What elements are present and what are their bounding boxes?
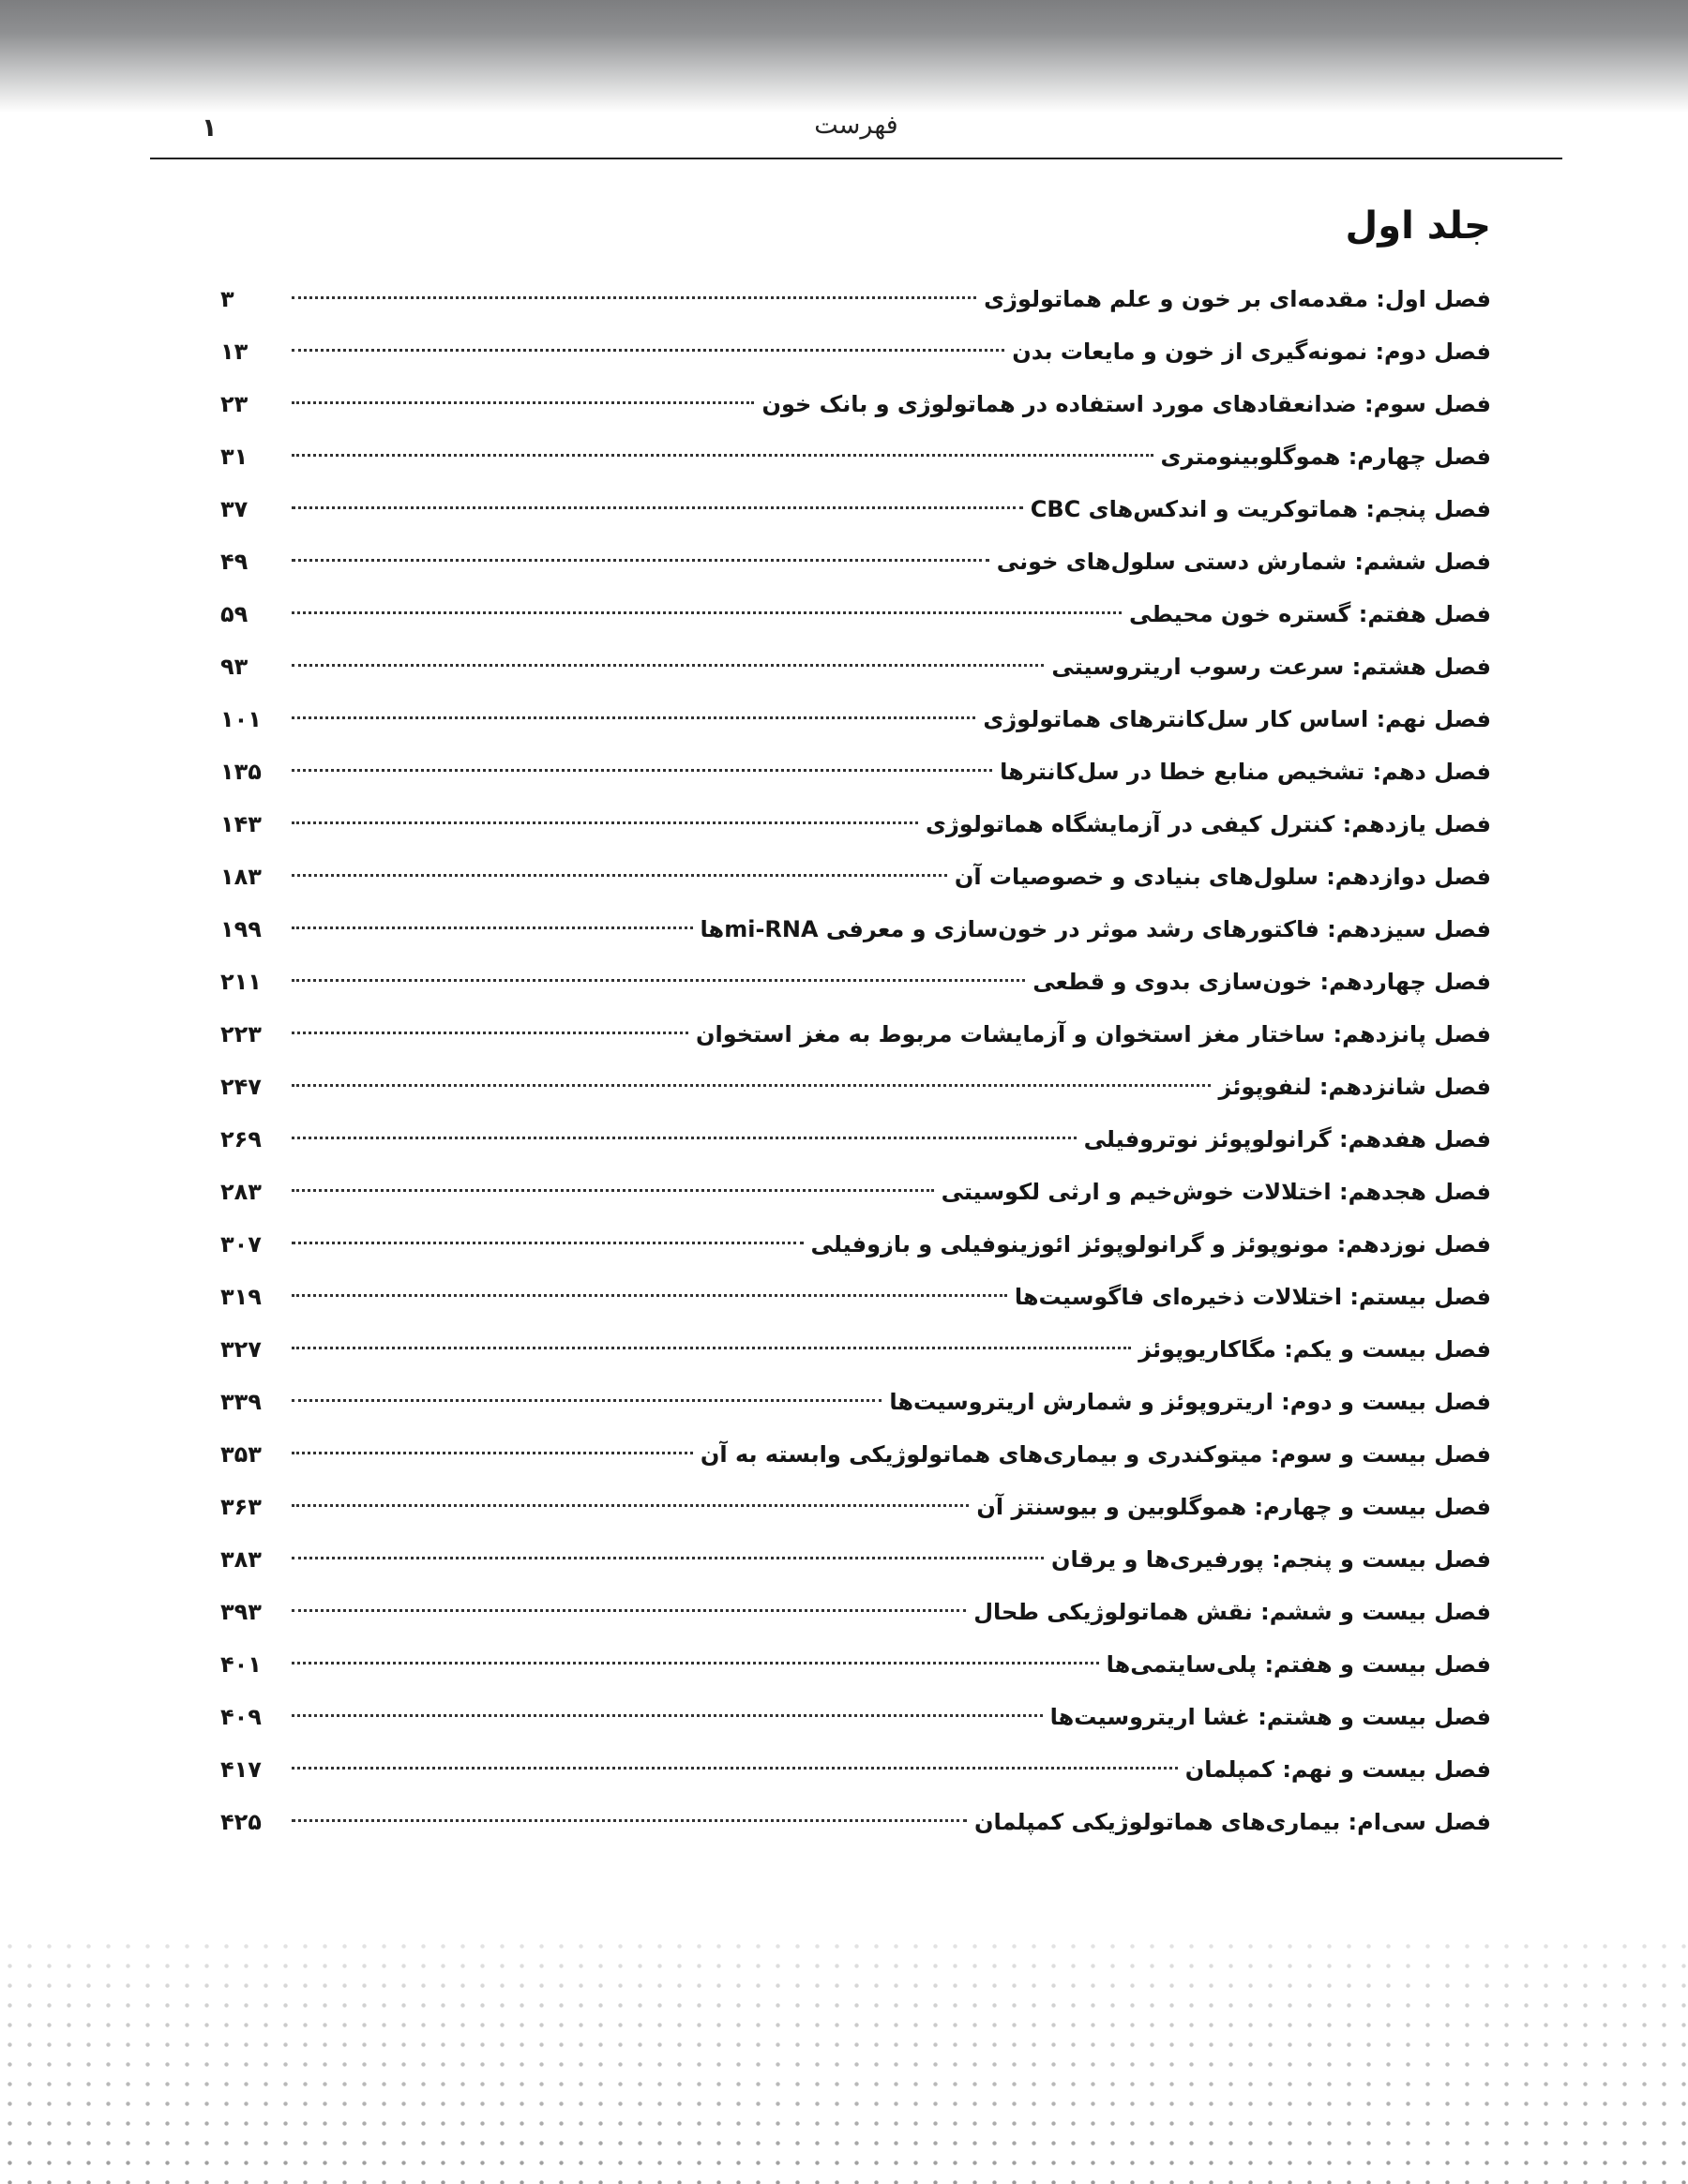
toc-entry-title: فصل اول: مقدمه‌ای بر خون و علم هماتولوژی — [984, 286, 1491, 312]
toc-entry[interactable] — [220, 430, 1491, 483]
toc-entry-page-number: ۹۳ — [220, 654, 249, 680]
toc-entry[interactable] — [220, 1061, 1491, 1113]
toc-entry-title: فصل بیستم: اختلالات ذخیره‌ای فاگوسیت‌ها — [1014, 1284, 1491, 1310]
toc-entry-page-number: ۲۴۷ — [220, 1074, 262, 1100]
toc-entry-page-number: ۴۱۷ — [220, 1756, 262, 1783]
dot-leader — [292, 611, 1122, 614]
toc-entry-page-number: ۳۵۳ — [220, 1441, 262, 1468]
page-header — [150, 111, 1562, 159]
toc-entry-title: فصل بیست و هفتم: پلی‌سایتمی‌ها — [1106, 1651, 1491, 1678]
toc-entry-title: فصل بیست و هشتم: غشا اریتروسیت‌ها — [1049, 1704, 1491, 1730]
dot-leader — [292, 1819, 967, 1822]
dot-leader — [292, 1347, 1131, 1349]
toc-entry-title: فصل پانزدهم: ساختار مغز استخوان و آزمایشات مربوط به مغز استخوان — [696, 1021, 1491, 1047]
toc-entry-title: فصل بیست و پنجم: پورفیری‌ها و یرقان — [1050, 1546, 1491, 1573]
toc-entry-page-number: ۳۳۹ — [220, 1389, 262, 1415]
toc-entry-title: فصل چهارم: هموگلوبینومتری — [1160, 444, 1491, 470]
dot-leader — [292, 559, 989, 562]
dot-leader — [292, 1032, 688, 1034]
dot-leader — [292, 664, 1044, 667]
dot-leader — [292, 1084, 1211, 1087]
toc-entry[interactable] — [220, 1796, 1491, 1848]
toc-entry-title: فصل بیست و دوم: اریتروپوئز و شمارش اریتروسیت‌ها — [889, 1389, 1491, 1415]
dot-leader — [292, 1294, 1007, 1297]
toc-entry-page-number: ۳۱۹ — [220, 1284, 262, 1310]
toc-entry-page-number: ۱۳ — [220, 339, 249, 365]
toc-entry-title: فصل دوم: نمونه‌گیری از خون و مایعات بدن — [1012, 339, 1491, 365]
toc-entry-title: فصل هفدهم: گرانولوپوئز نوتروفیلی — [1083, 1126, 1491, 1152]
toc-entry[interactable] — [220, 1271, 1491, 1323]
header-band — [0, 0, 1688, 113]
toc-entry[interactable] — [220, 1113, 1491, 1166]
toc-entry[interactable] — [220, 273, 1491, 325]
toc-entry-page-number: ۴۰۹ — [220, 1704, 262, 1730]
toc-entry-title: فصل سی‌ام: بیماری‌های هماتولوژیکی کمپلمان — [973, 1809, 1491, 1835]
toc-entry-title: فصل بیست و سوم: میتوکندری و بیماری‌های هماتولوژیکی وابسته به آن — [700, 1441, 1491, 1468]
dot-leader — [292, 296, 976, 299]
toc-entry-title: فصل نهم: اساس کار سل‌کانترهای هماتولوژی — [983, 706, 1491, 732]
toc-entry-page-number: ۳۶۳ — [220, 1494, 262, 1520]
toc-entry[interactable] — [220, 1533, 1491, 1586]
toc-entry-page-number: ۱۳۵ — [220, 759, 262, 785]
dot-leader — [292, 1242, 804, 1244]
toc-entry-page-number: ۳۰۷ — [220, 1231, 262, 1258]
toc-entry[interactable] — [220, 903, 1491, 956]
running-header-page-number: ۱ — [202, 113, 218, 143]
dot-leader — [292, 716, 975, 719]
dot-leader — [292, 1557, 1044, 1559]
toc-entry-page-number: ۲۲۳ — [220, 1021, 262, 1047]
toc-entry[interactable] — [220, 1743, 1491, 1796]
dot-leader — [292, 401, 754, 404]
toc-entry-page-number: ۳ — [220, 286, 234, 312]
toc-entry-title: فصل دهم: تشخیص منابع خطا در سل‌کانترها — [1000, 759, 1491, 785]
toc-entry-title: فصل چهاردهم: خون‌سازی بدوی و قطعی — [1032, 969, 1491, 995]
toc-entry-page-number: ۳۲۷ — [220, 1336, 262, 1363]
toc-entry-title: فصل دوازدهم: سلول‌های بنیادی و خصوصیات آن — [954, 864, 1491, 890]
dot-leader — [292, 769, 992, 772]
toc-entry-title: فصل پنجم: هماتوکریت و اندکس‌های CBC — [1030, 496, 1491, 522]
toc-entry[interactable] — [220, 535, 1491, 588]
toc-entry-page-number: ۳۷ — [220, 496, 249, 522]
toc-entry-title: فصل سوم: ضدانعقادهای مورد استفاده در هماتولوژی و بانک خون — [761, 391, 1491, 417]
dot-leader — [292, 1609, 966, 1612]
toc-entry[interactable] — [220, 1323, 1491, 1376]
toc-entry-page-number: ۳۹۳ — [220, 1599, 262, 1625]
dot-pattern-decoration — [0, 1936, 1688, 2184]
dot-leader — [292, 506, 1023, 509]
toc-entry-title: فصل هشتم: سرعت رسوب اریتروسیتی — [1051, 654, 1491, 680]
toc-entry-page-number: ۱۴۳ — [220, 811, 262, 837]
toc-entry[interactable] — [220, 1691, 1491, 1743]
toc-entry[interactable] — [220, 1428, 1491, 1481]
toc-entry[interactable] — [220, 588, 1491, 640]
toc-entry[interactable] — [220, 1166, 1491, 1218]
toc-entry-page-number: ۴۹ — [220, 549, 249, 575]
toc-entry-title: فصل بیست و نهم: کمپلمان — [1184, 1756, 1491, 1783]
dot-leader — [292, 1767, 1178, 1770]
volume-title: جلد اول — [1345, 204, 1491, 248]
dot-leader — [292, 874, 947, 877]
toc-entry-page-number: ۴۰۱ — [220, 1651, 262, 1678]
dot-leader — [292, 1504, 969, 1507]
toc-entry-page-number: ۱۸۳ — [220, 864, 262, 890]
toc-entry-title: فصل هفتم: گستره خون محیطی — [1128, 601, 1491, 627]
dot-leader — [292, 1189, 934, 1192]
toc-entry-title: فصل سیزدهم: فاکتورهای رشد موثر در خون‌سازی و معرفی mi-RNAها — [700, 916, 1491, 942]
toc-entry-page-number: ۲۳ — [220, 391, 249, 417]
toc-entry[interactable] — [220, 746, 1491, 798]
toc-entry-title: فصل یازدهم: کنترل کیفی در آزمایشگاه هماتولوژی — [925, 811, 1491, 837]
toc-entry-page-number: ۵۹ — [220, 601, 249, 627]
toc-entry[interactable] — [220, 956, 1491, 1008]
dot-leader — [292, 1714, 1043, 1717]
toc-entry[interactable] — [220, 1586, 1491, 1638]
toc-entry-page-number: ۲۸۳ — [220, 1179, 262, 1205]
toc-entry-title: فصل هجدهم: اختلالات خوش‌خیم و ارثی لکوسیتی — [941, 1179, 1491, 1205]
dot-leader — [292, 1452, 693, 1454]
toc-entry[interactable] — [220, 640, 1491, 693]
toc-entry-title: فصل بیست و ششم: نقش هماتولوژیکی طحال — [973, 1599, 1491, 1625]
dot-leader — [292, 1662, 1099, 1664]
toc-entry-page-number: ۴۲۵ — [220, 1809, 262, 1835]
dot-leader — [292, 821, 918, 824]
toc-entry[interactable] — [220, 1638, 1491, 1691]
toc-entry-title: فصل بیست و یکم: مگاکاریوپوئز — [1138, 1336, 1491, 1363]
toc-entry[interactable] — [220, 693, 1491, 746]
dot-leader — [292, 979, 1025, 982]
toc-entry[interactable] — [220, 1008, 1491, 1061]
toc-entry[interactable] — [220, 1376, 1491, 1428]
toc-entry[interactable] — [220, 798, 1491, 851]
dot-leader — [292, 1399, 882, 1402]
toc-entry-title: فصل شانزدهم: لنفوپوئز — [1218, 1074, 1491, 1100]
toc-entry-page-number: ۲۱۱ — [220, 969, 262, 995]
toc-entry[interactable] — [220, 851, 1491, 903]
dot-leader — [292, 926, 693, 929]
table-of-contents — [220, 273, 1491, 1848]
toc-entry-page-number: ۳۸۳ — [220, 1546, 262, 1573]
toc-entry-title: فصل نوزدهم: مونوپوئز و گرانولوپوئز ائوزینوفیلی و بازوفیلی — [810, 1231, 1491, 1258]
dot-leader — [292, 349, 1004, 352]
toc-entry-page-number: ۱۹۹ — [220, 916, 262, 942]
toc-entry[interactable] — [220, 483, 1491, 535]
toc-entry-title: فصل ششم: شمارش دستی سلول‌های خونی — [996, 549, 1491, 575]
dot-leader — [292, 454, 1153, 457]
toc-entry[interactable] — [220, 1481, 1491, 1533]
toc-entry-page-number: ۳۱ — [220, 444, 249, 470]
toc-entry-page-number: ۱۰۱ — [220, 706, 262, 732]
running-header-title: فهرست — [814, 111, 898, 140]
toc-entry[interactable] — [220, 1218, 1491, 1271]
dot-leader — [292, 1137, 1077, 1139]
toc-entry[interactable] — [220, 325, 1491, 378]
toc-entry[interactable] — [220, 378, 1491, 430]
toc-entry-page-number: ۲۶۹ — [220, 1126, 262, 1152]
toc-entry-title: فصل بیست و چهارم: هموگلوبین و بیوسنتز آن — [976, 1494, 1491, 1520]
